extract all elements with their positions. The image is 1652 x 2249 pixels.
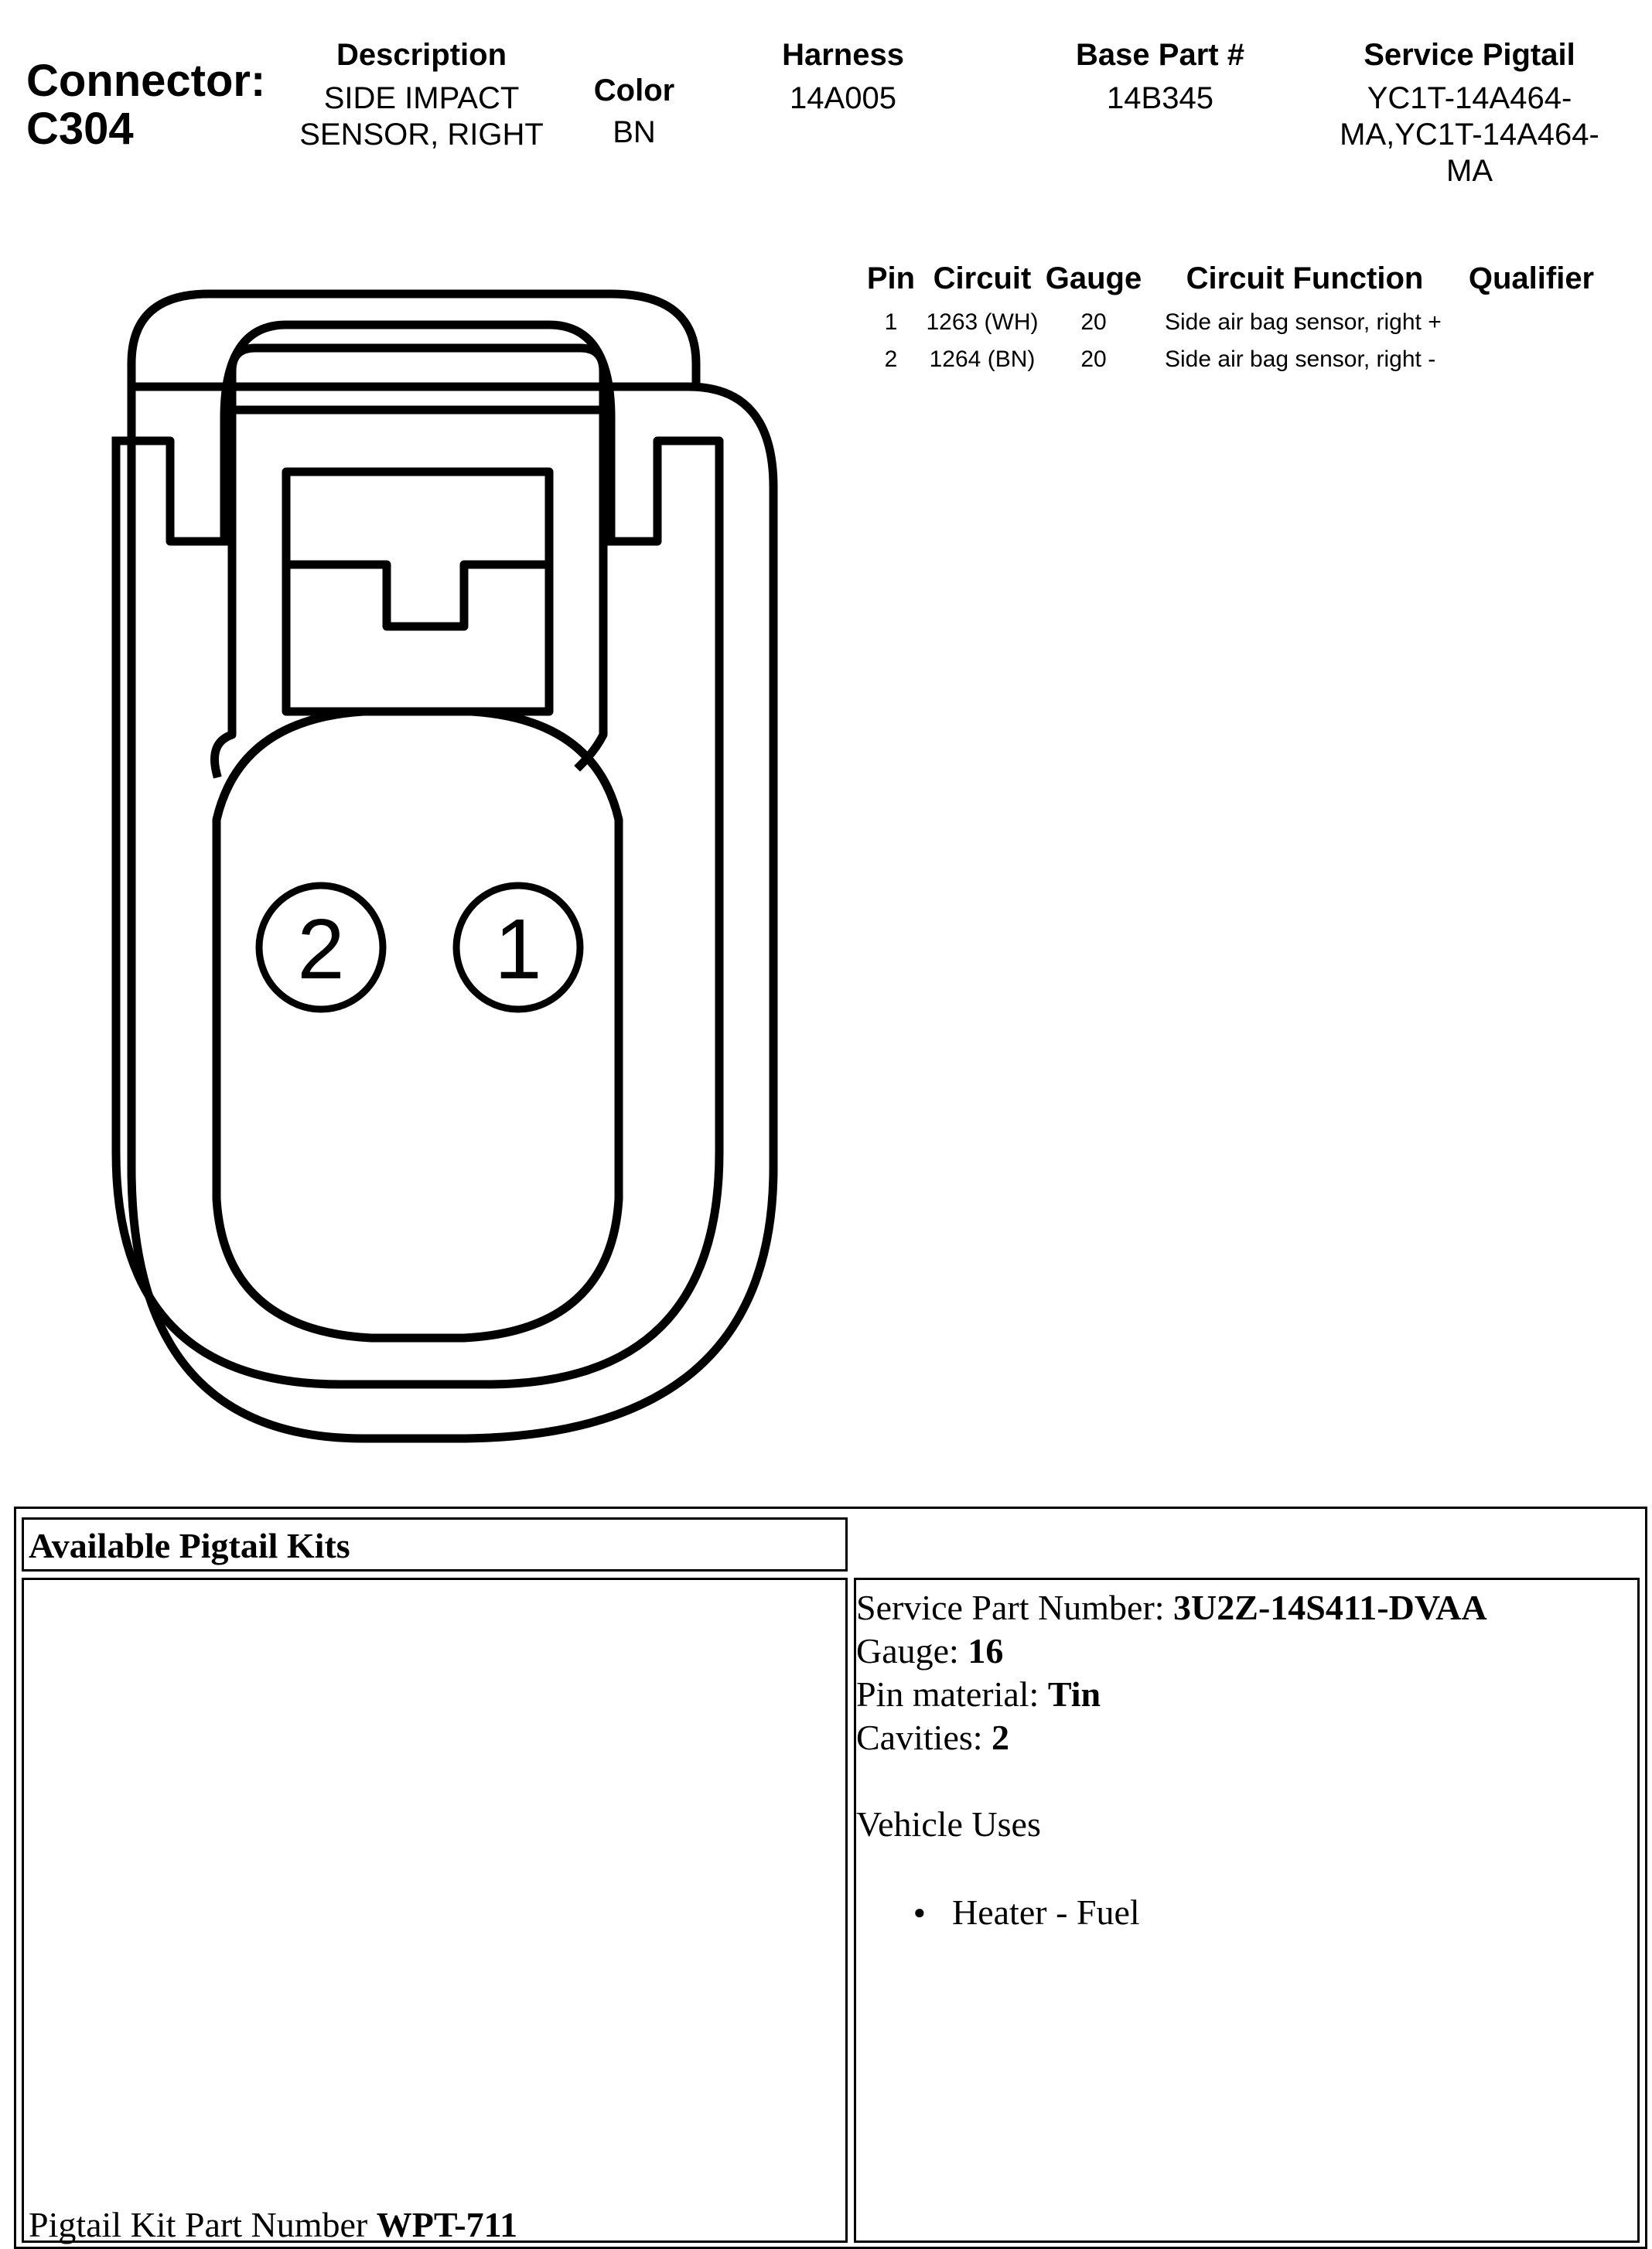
harness-column bbox=[727, 37, 959, 117]
base-part-column bbox=[1036, 37, 1284, 117]
gauge-cell: 20 bbox=[1080, 346, 1107, 372]
service-pigtail-label: Service Pigtail bbox=[1364, 38, 1575, 72]
table-row bbox=[857, 304, 1601, 341]
connector-label: Connector: bbox=[26, 56, 266, 106]
gauge-header: Gauge bbox=[1045, 261, 1142, 295]
circuit-function-cell: Side air bag sensor, right - bbox=[1165, 346, 1436, 372]
pin-header: Pin bbox=[866, 261, 916, 295]
connector-title bbox=[26, 57, 265, 153]
pigtail-kit-right-cell bbox=[854, 1578, 1640, 2243]
gauge-line bbox=[856, 1630, 1487, 1673]
service-pigtail-line1: YC1T-14A464- bbox=[1367, 81, 1572, 115]
pigtail-kit-part-label: Pigtail Kit Part Number bbox=[29, 2205, 377, 2244]
service-part-number bbox=[856, 1586, 1487, 1630]
harness-label: Harness bbox=[782, 38, 904, 72]
cavities-label: Cavities: bbox=[856, 1718, 992, 1757]
description-column bbox=[255, 37, 588, 153]
service-part-value: 3U2Z-14S411-DVAA bbox=[1173, 1588, 1487, 1627]
color-column bbox=[572, 73, 696, 151]
description-line1: SIDE IMPACT bbox=[323, 81, 520, 115]
gauge-value: 16 bbox=[968, 1631, 1004, 1671]
latch-right-post bbox=[580, 410, 603, 766]
pin-table bbox=[857, 261, 1601, 378]
housing-inner-outline bbox=[116, 441, 719, 1384]
color-value: BN bbox=[613, 115, 656, 149]
circuit-header: Circuit bbox=[933, 261, 1032, 295]
pin-1 bbox=[456, 886, 580, 1009]
latch-tab bbox=[286, 565, 549, 626]
harness-value: 14A005 bbox=[790, 81, 896, 115]
pin-table-header bbox=[857, 261, 1601, 304]
latch-window bbox=[286, 472, 549, 712]
latch-cap bbox=[232, 348, 603, 410]
qualifier-cell bbox=[1462, 341, 1601, 378]
pin-material-label: Pin material: bbox=[856, 1674, 1048, 1714]
cavities-value: 2 bbox=[992, 1718, 1010, 1757]
pigtail-kit-part-value: WPT-711 bbox=[376, 2205, 518, 2244]
gauge-label: Gauge: bbox=[856, 1631, 968, 1671]
connector-face-diagram bbox=[54, 278, 797, 1469]
circuit-cell: 1263 (WH) bbox=[926, 309, 1039, 335]
pigtail-kits-title: Available Pigtail Kits bbox=[29, 1526, 350, 1565]
cavities-line bbox=[856, 1716, 1487, 1759]
pigtail-kit-details bbox=[856, 1586, 1487, 1934]
description-label: Description bbox=[336, 38, 507, 72]
pin-cavity-outline bbox=[217, 712, 619, 1338]
base-part-label: Base Part # bbox=[1076, 38, 1244, 72]
pigtail-kits-header bbox=[22, 1517, 848, 1572]
pin-1-label: 1 bbox=[494, 902, 542, 997]
pigtail-kit-part-number bbox=[29, 2203, 517, 2247]
pin-cell: 1 bbox=[884, 309, 898, 335]
housing-top-arch bbox=[131, 294, 696, 387]
connector-id: C304 bbox=[26, 104, 134, 154]
pin-material-value: Tin bbox=[1047, 1674, 1101, 1714]
list-item: ● Heater - Fuel bbox=[856, 1891, 1487, 1934]
service-pigtail-line3: MA bbox=[1446, 154, 1493, 188]
color-label: Color bbox=[593, 73, 675, 108]
vehicle-uses-label: Vehicle Uses bbox=[856, 1804, 1041, 1844]
pin-2 bbox=[259, 886, 383, 1009]
qualifier-header: Qualifier bbox=[1468, 261, 1595, 295]
table-row bbox=[857, 341, 1601, 378]
circuit-function-header: Circuit Function bbox=[1186, 261, 1424, 295]
gauge-cell: 20 bbox=[1080, 309, 1107, 335]
base-part-value: 14B345 bbox=[1107, 81, 1213, 115]
vehicle-uses-list bbox=[856, 1891, 1487, 1934]
description-line2: SENSOR, RIGHT bbox=[299, 118, 544, 152]
service-part-label: Service Part Number: bbox=[856, 1588, 1174, 1627]
service-pigtail-column bbox=[1315, 37, 1624, 189]
pin-material-line bbox=[856, 1673, 1487, 1716]
qualifier-cell bbox=[1462, 304, 1601, 341]
circuit-cell: 1264 (BN) bbox=[929, 346, 1036, 372]
service-pigtail-line2: MA,YC1T-14A464- bbox=[1340, 118, 1599, 152]
pin-2-label: 2 bbox=[297, 902, 345, 997]
pin-cell: 2 bbox=[884, 346, 898, 372]
circuit-function-cell: Side air bag sensor, right + bbox=[1165, 309, 1442, 335]
pigtail-kit-left-cell bbox=[22, 1578, 848, 2243]
